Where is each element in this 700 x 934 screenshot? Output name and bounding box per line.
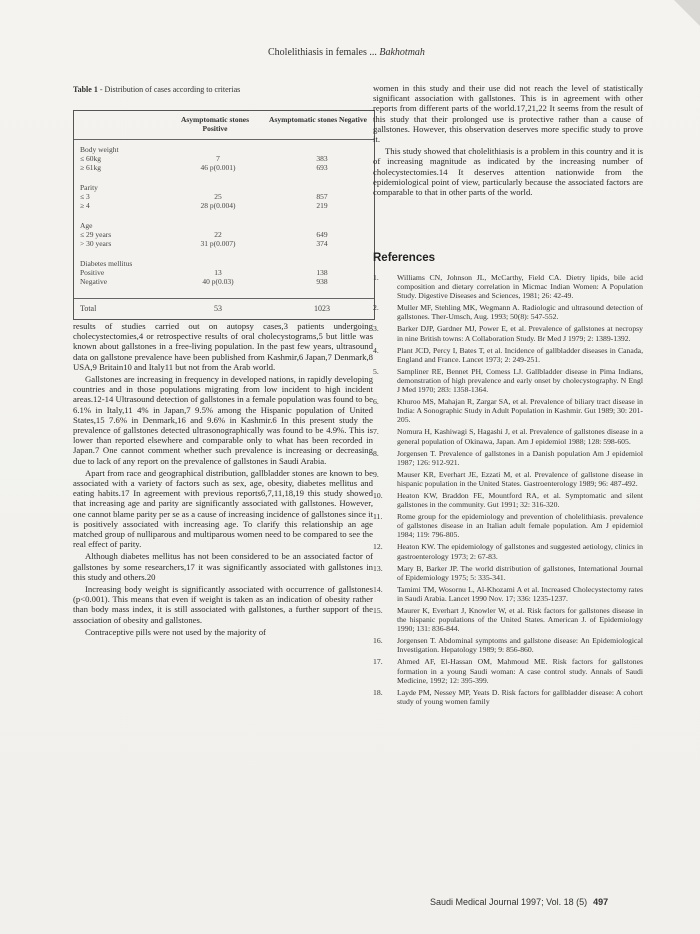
cell-negative: 383	[316, 154, 328, 163]
cell-positive: 46 p(0.001)	[200, 163, 236, 172]
reference-text: Layde PM, Nessey MP, Yeats D. Risk factors for gallbladder disease: A cohort study of young women family	[397, 687, 643, 706]
group-title: Body weight	[80, 145, 119, 154]
body-paragraph: This study showed that cholelithiasis is a problem in this country and it is of increasing magnitude as indicated by the increasing number of cholecystectomies.14 It deserves attention nationwide from the epidemiological point of view, particularly because the associated factors are comparable to that in other parts of the world.	[373, 146, 643, 198]
reference-text: Heaton KW, Braddon FE, Mountford RA, et al. Symptomatic and silent gallstones in the community. Gut 1991; 32: 316-320.	[397, 490, 643, 510]
reference-item	[373, 324, 643, 342]
cell-negative: 649	[316, 230, 328, 239]
group-title: Age	[80, 221, 93, 230]
table-divider	[74, 139, 374, 140]
group-title: Parity	[80, 183, 98, 192]
running-head	[268, 47, 425, 58]
reference-number: 12.	[373, 542, 383, 552]
reference-text: Barker DJP, Gardner MJ, Power E, et al. Prevalence of gallstones at necropsy in nine British towns: A Collaboration Study. Br Med J 1979; 2: 1389-1392.	[397, 324, 643, 343]
data-table	[73, 110, 375, 320]
reference-number: 13.	[373, 563, 383, 573]
reference-text: Tamimi TM, Wosornu L, Al-Khozami A et al. Increased Cholecystectomy rates in Saudi Arabia. Lancet 1990 Nov. 17; 336: 1235-1237.	[397, 584, 643, 603]
row-label: ≥ 61kg	[80, 163, 101, 172]
reference-item	[373, 491, 643, 509]
reference-text: Jorgensen T. Abdominal symptoms and gallstone disease: An Epidemiological Investigation. Hepatology 1989; 9: 856-860.	[397, 636, 643, 655]
body-paragraph: results of studies carried out on autopsy cases,3 patients undergoing cholecystectomies,4 or retrospective results of oral cholecystograms,5 but little was known about gallstones in a free-living population. In the past few years, ultrasound data on gallstone prevalence have been published from Kashmir,6 Japan,7 Denmark,8 USA,9 Britain10 and Italy11 but not from the Arab world.	[73, 321, 373, 372]
reference-item	[373, 688, 643, 706]
row-label: ≤ 60kg	[80, 154, 101, 163]
page-number: 497	[593, 897, 609, 907]
row-label: ≤ 3	[80, 192, 90, 201]
row-label: Positive	[80, 268, 105, 277]
reference-text: Williams CN, Johnson JL, McCarthy, Field CA. Dietry lipids, bile acid composition and dietary correlation in Micmac Indian Women: A Population Study. Digestive Diseases and Sciences, 1981; 26: 42-49.	[397, 273, 643, 301]
reference-number: 14.	[373, 584, 383, 594]
reference-item	[373, 346, 643, 364]
reference-number: 2.	[373, 303, 379, 313]
col-header-positive: Asymptomatic stones Positive	[180, 115, 250, 133]
reference-number: 4.	[373, 345, 379, 355]
reference-item	[373, 397, 643, 424]
reference-text: Nomura H, Kashiwagi S, Hagashi J, et al. Prevalence of gallstones disease in a general population of Okinawa, Japan. Am J epidemiol 1988; 128: 598-605.	[397, 427, 643, 446]
reference-text: Mauser KR, Everhart JE, Ezzati M, et al. Prevalence of gallstone disease in hispanic population in the United States. Gastroenterology 1989; 96: 487-492.	[397, 469, 643, 488]
reference-item	[373, 542, 643, 560]
reference-text: Ahmed AF, El-Hassan OM, Mahmoud ME. Risk factors for gallstones formation in a young Saudi woman: A case control study. Annals of Saudi Medicine, 1992; 12: 395-399.	[397, 657, 643, 685]
reference-item	[373, 657, 643, 684]
reference-text: Heaton KW. The epidemiology of gallstones and suggested aetiology, clinics in gastroenterology 1973; 2: 67-83.	[397, 542, 643, 561]
reference-item	[373, 273, 643, 300]
reference-text: Mary B, Barker JP. The world distribution of gallstones, International Journal of Epidemiology 1975; 5: 335-341.	[397, 563, 643, 582]
reference-text: Sampliner RE, Bennet PH, Comess LJ. Gallbladder disease in Pima Indians, demonstration of high prevalence and early onset by cholecystography. N Engl J Med 1970; 283: 1358-1364.	[397, 366, 643, 395]
reference-number: 10.	[373, 490, 383, 500]
reference-text: Khuroo MS, Mahajan R, Zargar SA, et al. Prevalence of biliary tract disease in India: A Sonographic Study in Adult Population in Kashmir. Gut 1989; 30: 201-205.	[397, 397, 643, 425]
reference-text: Jorgensen T. Prevalence of gallstones in a Danish population Am J epidemiol 1987; 126: 912-921.	[397, 448, 643, 467]
table-divider	[74, 298, 374, 299]
table-caption	[73, 85, 373, 94]
reference-number: 16.	[373, 636, 383, 646]
reference-number: 15.	[373, 606, 383, 615]
table-caption-label: Table 1	[73, 85, 98, 94]
cell-positive: 40 p(0.03)	[202, 277, 234, 286]
reference-number: 6.	[373, 397, 379, 407]
reference-item	[373, 512, 643, 539]
cell-positive: 28 p(0.004)	[200, 201, 236, 210]
references-heading: References	[373, 252, 436, 264]
reference-item	[373, 585, 643, 603]
total-positive: 53	[214, 304, 222, 313]
reference-number: 1.	[373, 273, 379, 282]
reference-text: Muller MF, Stehling MK, Wegmann A. Radiologic and ultrasound detection of gallstones. Ther-Umsch, Aug. 1993; 50(8): 547-552.	[397, 303, 643, 322]
row-label: ≤ 29 years	[80, 230, 112, 239]
body-paragraph: women in this study and their use did not reach the level of statistically significant association with gallstones. This is in agreement with other reports from different parts of the world.17,21,22 It seems from the result of this study that their prolonged use is protective rather than a cause of gallstones. However, this observation deserves more specific study to prove it.	[373, 83, 643, 145]
page-footer	[430, 897, 608, 907]
table-header-row	[74, 115, 374, 137]
body-paragraph: Increasing body weight is significantly associated with occurrence of gallstones (p<0.001). This means that even if weight is taken as an indication of obesity rather than body mass index, it is still associated with gallstones, a further support of the association of obesity and gallstones.	[73, 584, 373, 625]
references-list	[373, 273, 643, 709]
reference-number: 3.	[373, 324, 379, 334]
reference-item	[373, 427, 643, 445]
cell-positive: 7	[216, 154, 220, 163]
cell-negative: 857	[316, 192, 328, 201]
page-corner	[674, 0, 700, 26]
reference-item	[373, 564, 643, 582]
reference-number: 11.	[373, 512, 383, 522]
body-column-left	[73, 321, 373, 639]
body-paragraph: Apart from race and geographical distribution, gallbladder stones are known to be associated with a variety of factors such as sex, age, obesity, diabetes mellitus and eating habits.17 In agreement with previous reports6,7,11,18,19 this study showed that increasing age and parity are significantly associated with gallstones. However, one cannot blame parity per se as a cause of increasing incidence of gallstones since it is positively associated with increasing age. To clarify this relationship an age matched group of nulliparous and multiparous women need to be compared to see the real effect of parity.	[73, 467, 373, 550]
body-paragraph: Although diabetes mellitus has not been considered to be an associated factor of gallstones by some researchers,17 it was significantly associated with gallstones in this study and others.20	[73, 551, 373, 582]
cell-positive: 22	[214, 230, 222, 239]
reference-text: Plant JCD, Percy I, Bates T, et al. Incidence of gallbladder diseases in Canada, England and France. Lancet 1973; 2: 249-251.	[397, 345, 643, 364]
reference-item	[373, 449, 643, 467]
col-header-negative: Asymptomatic stones Negative	[269, 115, 367, 124]
reference-number: 5.	[373, 366, 379, 376]
cell-negative: 938	[316, 277, 328, 286]
total-negative: 1023	[314, 304, 330, 313]
body-column-right	[373, 83, 643, 199]
reference-item	[373, 470, 643, 488]
cell-positive: 25	[214, 192, 222, 201]
total-label: Total	[80, 304, 97, 313]
cell-negative: 693	[316, 163, 328, 172]
cell-positive: 13	[214, 268, 222, 277]
reference-item	[373, 606, 643, 633]
reference-number: 18.	[373, 687, 383, 697]
reference-text: Maurer K, Everhart J, Knowler W, et al. Risk factors for gallstones disease in the hispanic populations of the United States. American J. of Epidemiology 1990; 131: 836-844.	[397, 606, 643, 634]
body-paragraph: Contraceptive pills were not used by the majority of	[85, 626, 266, 637]
reference-number: 8.	[373, 448, 379, 458]
group-title: Diabetes mellitus	[80, 259, 133, 268]
reference-item	[373, 367, 643, 394]
row-label: Negative	[80, 277, 108, 286]
running-head-title: Cholelithiasis in females ...	[268, 47, 377, 58]
body-paragraph: Gallstones are increasing in frequency in developed nations, in rapidly developing countries and in those populations migrating from low incident to high incident areas.12-14 Ultrasound detection of gallstones in a female population was found to be 6.1% in Italy,11 4% in Japan,7 9.5% among the Hispanic population of United States,15 7.6% in Denmark,16 and 9.6% in Kashmir.6 In this present study the prevalence of gallstones detected ultrasonographically was found to be 4.9%. This is lower than reported elsewhere and comparable only to what has been recorded in Japan.7 One cannot comment whether such prevalence is increasing or decreasing due to lack of any report on the prevalence of gallstones in Saudi Arabia.	[73, 374, 373, 466]
running-head-authors: Bakhotmah	[379, 47, 425, 58]
cell-positive: 31 p(0.007)	[200, 239, 236, 248]
reference-item	[373, 303, 643, 321]
footer-journal: Saudi Medical Journal 1997; Vol. 18 (5)	[430, 897, 588, 907]
row-label: ≥ 4	[80, 201, 90, 210]
reference-number: 7.	[373, 427, 379, 437]
reference-number: 17.	[373, 657, 383, 667]
cell-negative: 374	[316, 239, 328, 248]
cell-negative: 219	[316, 201, 328, 210]
reference-item	[373, 636, 643, 654]
row-label: > 30 years	[80, 239, 112, 248]
reference-number: 9.	[373, 469, 379, 479]
reference-text: Rome group for the epidemiology and prevention of cholelithiasis. prevalence of gallstones disease in an Italian adult female population. Am J epidemiol 1984; 119: 796-805.	[397, 512, 643, 540]
cell-negative: 138	[316, 268, 328, 277]
table-caption-text: - Distribution of cases according to criterias	[97, 85, 241, 94]
